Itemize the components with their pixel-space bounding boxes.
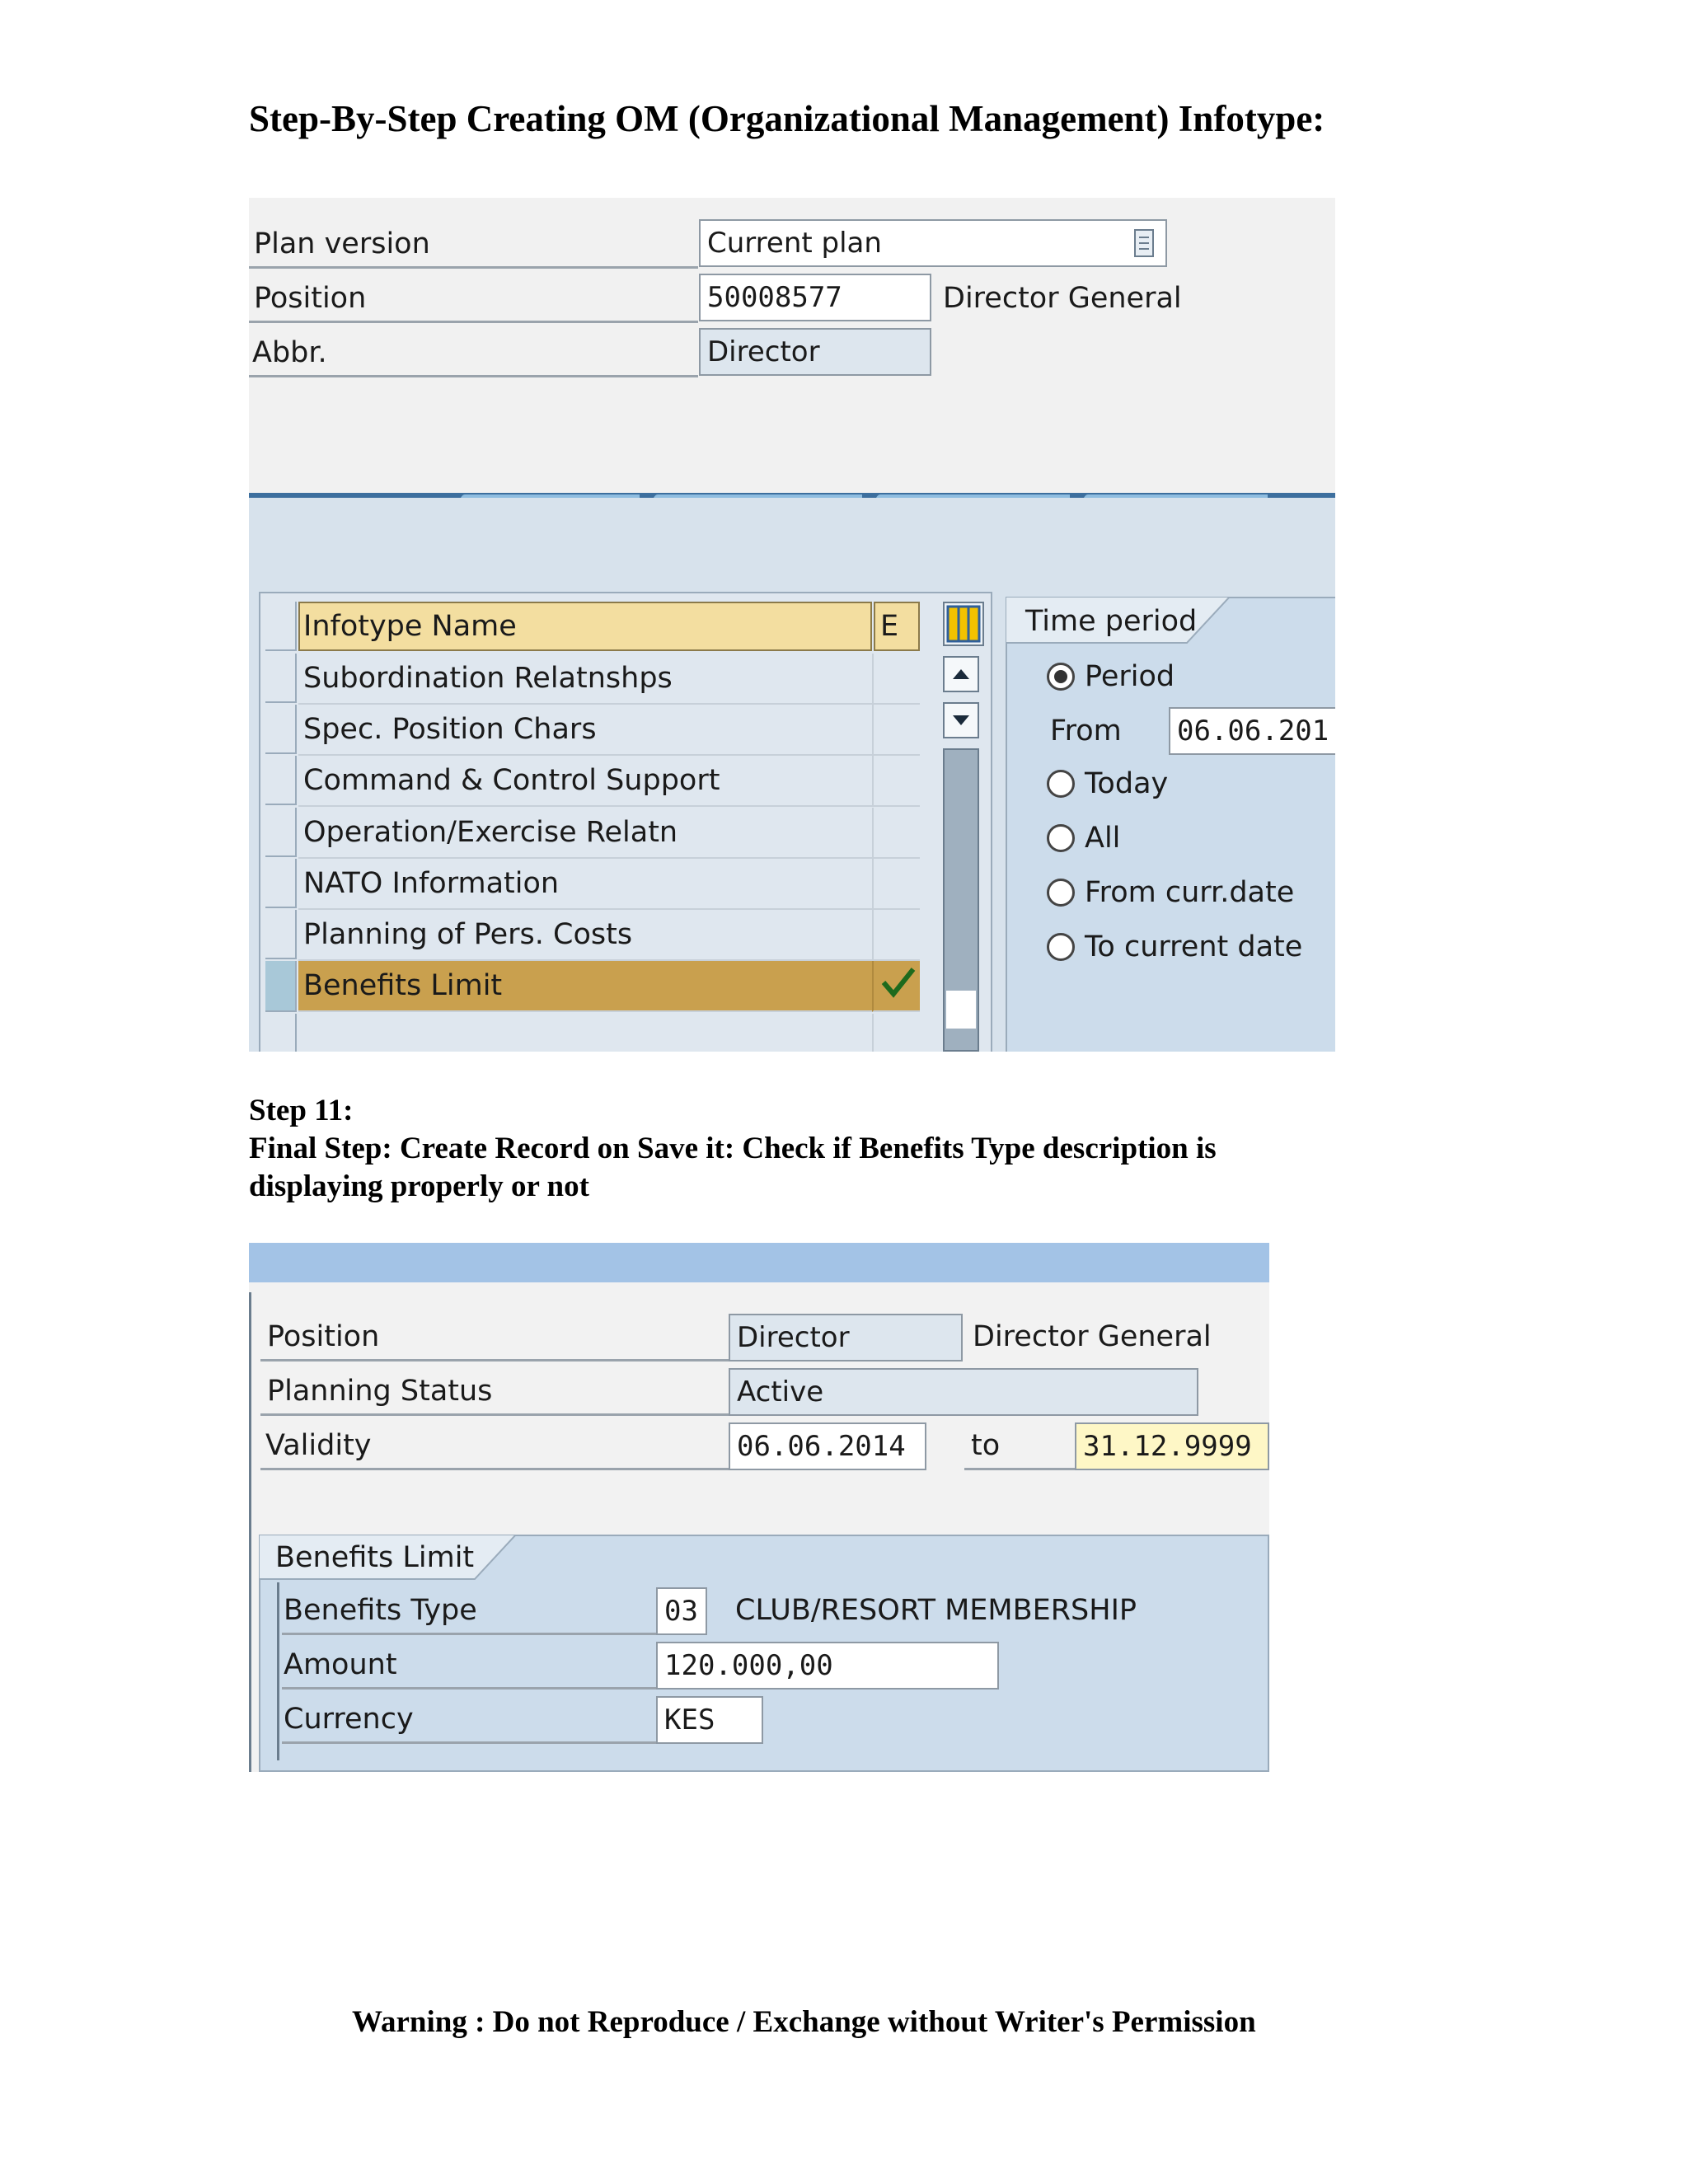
table-row-infotype-name[interactable]: Planning of Pers. Costs <box>298 910 872 961</box>
sap-benefits-limit-screenshot <box>249 1243 1269 1772</box>
table-row-infotype-name[interactable]: Subordination Relatnshps <box>298 654 872 705</box>
arrow-down-icon <box>945 704 978 737</box>
position-label: Position <box>260 1315 730 1361</box>
radio-to-current-date[interactable] <box>1047 933 1075 961</box>
benefits-type-description: CLUB/RESORT MEMBERSHIP <box>735 1594 1137 1627</box>
radio-from-curr-date[interactable] <box>1047 879 1075 907</box>
sap-infotype-overview-screenshot <box>249 198 1335 1052</box>
radio-label-all: All <box>1085 822 1121 855</box>
radio-label-period: Period <box>1085 660 1175 693</box>
radio-label-today: Today <box>1085 767 1169 800</box>
scroll-down-button[interactable] <box>943 702 979 738</box>
table-row-exists <box>872 808 920 859</box>
table-row-infotype-name[interactable]: NATO Information <box>298 859 872 910</box>
checkmark-icon <box>879 961 918 1002</box>
row-selector[interactable] <box>265 1014 297 1052</box>
row-selector[interactable] <box>265 808 297 857</box>
row-selector[interactable] <box>265 705 297 754</box>
plan-version-label: Plan version <box>249 223 698 269</box>
position-input[interactable]: 50008577 <box>699 274 931 321</box>
table-row-exists <box>872 859 920 910</box>
copyright-warning: Warning : Do not Reproduce / Exchange without Writer's Permission <box>352 2005 1256 2039</box>
select-all-cell[interactable] <box>265 602 297 651</box>
radio-period[interactable] <box>1047 663 1075 691</box>
table-row-infotype-name-selected[interactable]: Benefits Limit <box>298 961 872 1012</box>
column-header-infotype-name[interactable]: Infotype Name <box>298 602 872 651</box>
radio-today[interactable] <box>1047 770 1075 798</box>
position-label: Position <box>249 277 698 323</box>
step-description-line-1: Final Step: Create Record on Save it: Check if Benefits Type description is <box>249 1132 1217 1165</box>
benefits-limit-title: Benefits Limit <box>275 1541 475 1574</box>
title-bar <box>249 1243 1269 1282</box>
planning-status-label: Planning Status <box>260 1370 730 1416</box>
table-row-exists <box>872 705 920 756</box>
row-selector[interactable] <box>265 756 297 805</box>
column-settings-icon[interactable] <box>943 602 984 646</box>
abbr-label: Abbr. <box>249 331 698 377</box>
table-row-infotype-name[interactable]: Command & Control Support <box>298 756 872 807</box>
from-date-input[interactable]: 06.06.201 <box>1169 707 1335 755</box>
benefits-type-input[interactable]: 03 <box>656 1587 707 1635</box>
table-row-infotype-name[interactable]: Spec. Position Chars <box>298 705 872 756</box>
amount-label: Amount <box>282 1643 659 1690</box>
abbr-field: Director <box>699 328 931 376</box>
currency-input[interactable]: KES <box>656 1696 763 1744</box>
row-selector-selected[interactable] <box>265 961 297 1012</box>
table-row-infotype-name[interactable]: Operation/Exercise Relatn <box>298 808 872 859</box>
plan-version-value: Current plan <box>707 227 882 260</box>
position-description: Director General <box>973 1320 1212 1353</box>
amount-input[interactable]: 120.000,00 <box>656 1642 999 1690</box>
dropdown-list-icon[interactable] <box>1132 227 1157 259</box>
radio-all[interactable] <box>1047 824 1075 852</box>
screen-left-border <box>249 1292 251 1772</box>
validity-from-input[interactable]: 06.06.2014 <box>729 1422 926 1470</box>
validity-to-label: to <box>964 1424 1075 1470</box>
row-selector[interactable] <box>265 910 297 959</box>
arrow-up-icon <box>945 658 978 691</box>
step-description-line-2: displaying properly or not <box>249 1169 589 1203</box>
row-selector[interactable] <box>265 859 297 908</box>
row-selector[interactable] <box>265 654 297 703</box>
plan-version-select[interactable] <box>699 219 1167 267</box>
table-settings-icon <box>945 603 982 644</box>
scroll-up-button[interactable] <box>943 656 979 692</box>
table-row-exists <box>872 654 920 705</box>
time-period-title: Time period <box>1025 605 1198 638</box>
radio-label-to-current-date: To current date <box>1085 930 1303 963</box>
position-description: Director General <box>943 282 1182 315</box>
currency-label: Currency <box>282 1698 659 1744</box>
column-divider <box>872 1014 874 1052</box>
position-field: Director <box>729 1314 963 1361</box>
group-inner-border <box>277 1582 279 1760</box>
from-label: From <box>1050 715 1122 748</box>
benefits-type-label: Benefits Type <box>282 1589 659 1635</box>
validity-label: Validity <box>260 1424 730 1470</box>
planning-status-field: Active <box>729 1368 1198 1416</box>
column-header-exists[interactable]: E <box>874 602 920 651</box>
table-row-exists <box>872 756 920 807</box>
table-row-exists-selected <box>872 961 920 1012</box>
radio-label-from-curr-date: From curr.date <box>1085 876 1295 909</box>
validity-to-input[interactable]: 31.12.9999 <box>1075 1422 1269 1470</box>
document-title: Step-By-Step Creating OM (Organizational Management) Infotype: <box>249 98 1325 139</box>
scrollbar-thumb[interactable] <box>946 991 976 1029</box>
step-label: Step 11: <box>249 1094 354 1127</box>
table-row-exists <box>872 910 920 961</box>
